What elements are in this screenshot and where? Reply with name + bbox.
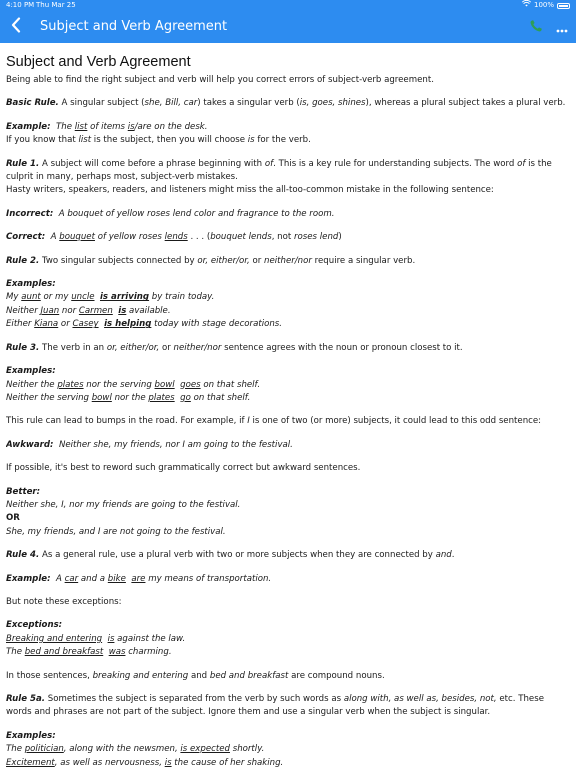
ellipsis-icon [556, 18, 568, 37]
example-4: Example: A car and a bike are my means of transportation. [6, 573, 272, 584]
phone-button[interactable] [527, 18, 545, 36]
battery-percent: 100% [533, 1, 554, 9]
rule-2: Rule 2. Two singular subjects connected by or, either/or, or neither/nor require a singular verb. [6, 255, 416, 266]
nav-bar [0, 11, 576, 43]
incorrect-example: Incorrect: A bouquet of yellow roses lend color and fragrance to the room. [6, 208, 335, 219]
more-button[interactable] [553, 18, 571, 36]
examples-5: Examples: The politician, along with the newsmen, is expected shortly. Excitement, as well as nervousness, is the cause of her shaking. [6, 730, 284, 768]
examples-3: Examples: Neither the plates nor the serving bowl goes on that shelf. Neither the serving bowl nor the plates go on that shelf. [6, 366, 261, 403]
status-bar [0, 0, 576, 11]
battery-icon [557, 3, 570, 9]
back-button[interactable] [5, 15, 27, 39]
better-example: Better: Neither she, I, nor my friends are going to the festival. OR She, my friends, and I are not going to the festival. [6, 486, 241, 537]
rule-4: Rule 4. As a general rule, use a plural verb with two or more subjects when they are connected by and. [6, 550, 455, 561]
exceptions: Exceptions: Breaking and entering is against the law. The bed and breakfast was charming. [6, 620, 186, 658]
examples-2: Examples: My aunt or my uncle is arriving by train today. Neither Juan nor Carmen is available. Either Kiana or Casey is helping today with stage decorations. [6, 279, 283, 330]
bumps-paragraph: This rule can lead to bumps in the road. For example, if I is one of two (or more) subjects, it could lead to this odd sentence: [6, 416, 542, 427]
status-right [522, 0, 570, 11]
status-date: Thu Mar 25 [36, 1, 76, 9]
awkward-example: Awkward: Neither she, my friends, nor I am going to the festival. [6, 439, 293, 450]
basic-rule-label: Basic Rule. [6, 98, 59, 109]
example-label: Example: [6, 121, 51, 132]
example-1: Example: The list of items is/are on the desk. If you know that list is the subject, then you will choose is for the verb. [6, 121, 311, 146]
intro-paragraph: Being able to find the right subject and verb will help you correct errors of subject-verb agreement. [6, 75, 434, 85]
basic-rule: Basic Rule. A singular subject (she, Bill, car) takes a singular verb (is, goes, shines), whereas a plural subject takes a plural verb. [6, 98, 566, 109]
chevron-left-icon [11, 17, 21, 37]
article-content [6, 44, 570, 768]
note-paragraph: But note these exceptions: [6, 596, 122, 607]
phone-icon [529, 18, 543, 37]
rule-1: Rule 1. A subject will come before a phrase beginning with of. This is a key rule for understanding subjects. The word of is the culprit in many, perhaps most, subject-verb mistakes. Hasty writers, speakers, readers, and listeners might miss the all-too-common mistake in the following sentence: [6, 158, 552, 196]
correct-example: Correct: A bouquet of yellow roses lends . . . (bouquet lends, not roses lend) [6, 232, 342, 243]
wifi-icon [522, 0, 531, 11]
article-heading: Subject and Verb Agreement [6, 54, 191, 70]
page-title: Subject and Verb Agreement [40, 19, 228, 34]
reword-paragraph: If possible, it's best to reword such grammatically correct but awkward sentences. [6, 463, 361, 474]
compound-paragraph: In those sentences, breaking and entering and bed and breakfast are compound nouns. [6, 670, 385, 681]
rule-5a: Rule 5a. Sometimes the subject is separated from the verb by such words as along with, as well as, besides, not, etc. These words and phrases are not part of the subject. Ignore them and use a singular verb when the subject is singular. [6, 694, 544, 718]
rule-3: Rule 3. The verb in an or, either/or, or neither/nor sentence agrees with the noun or pronoun closest to it. [6, 342, 463, 353]
status-time: 4:10 PM [6, 1, 35, 9]
